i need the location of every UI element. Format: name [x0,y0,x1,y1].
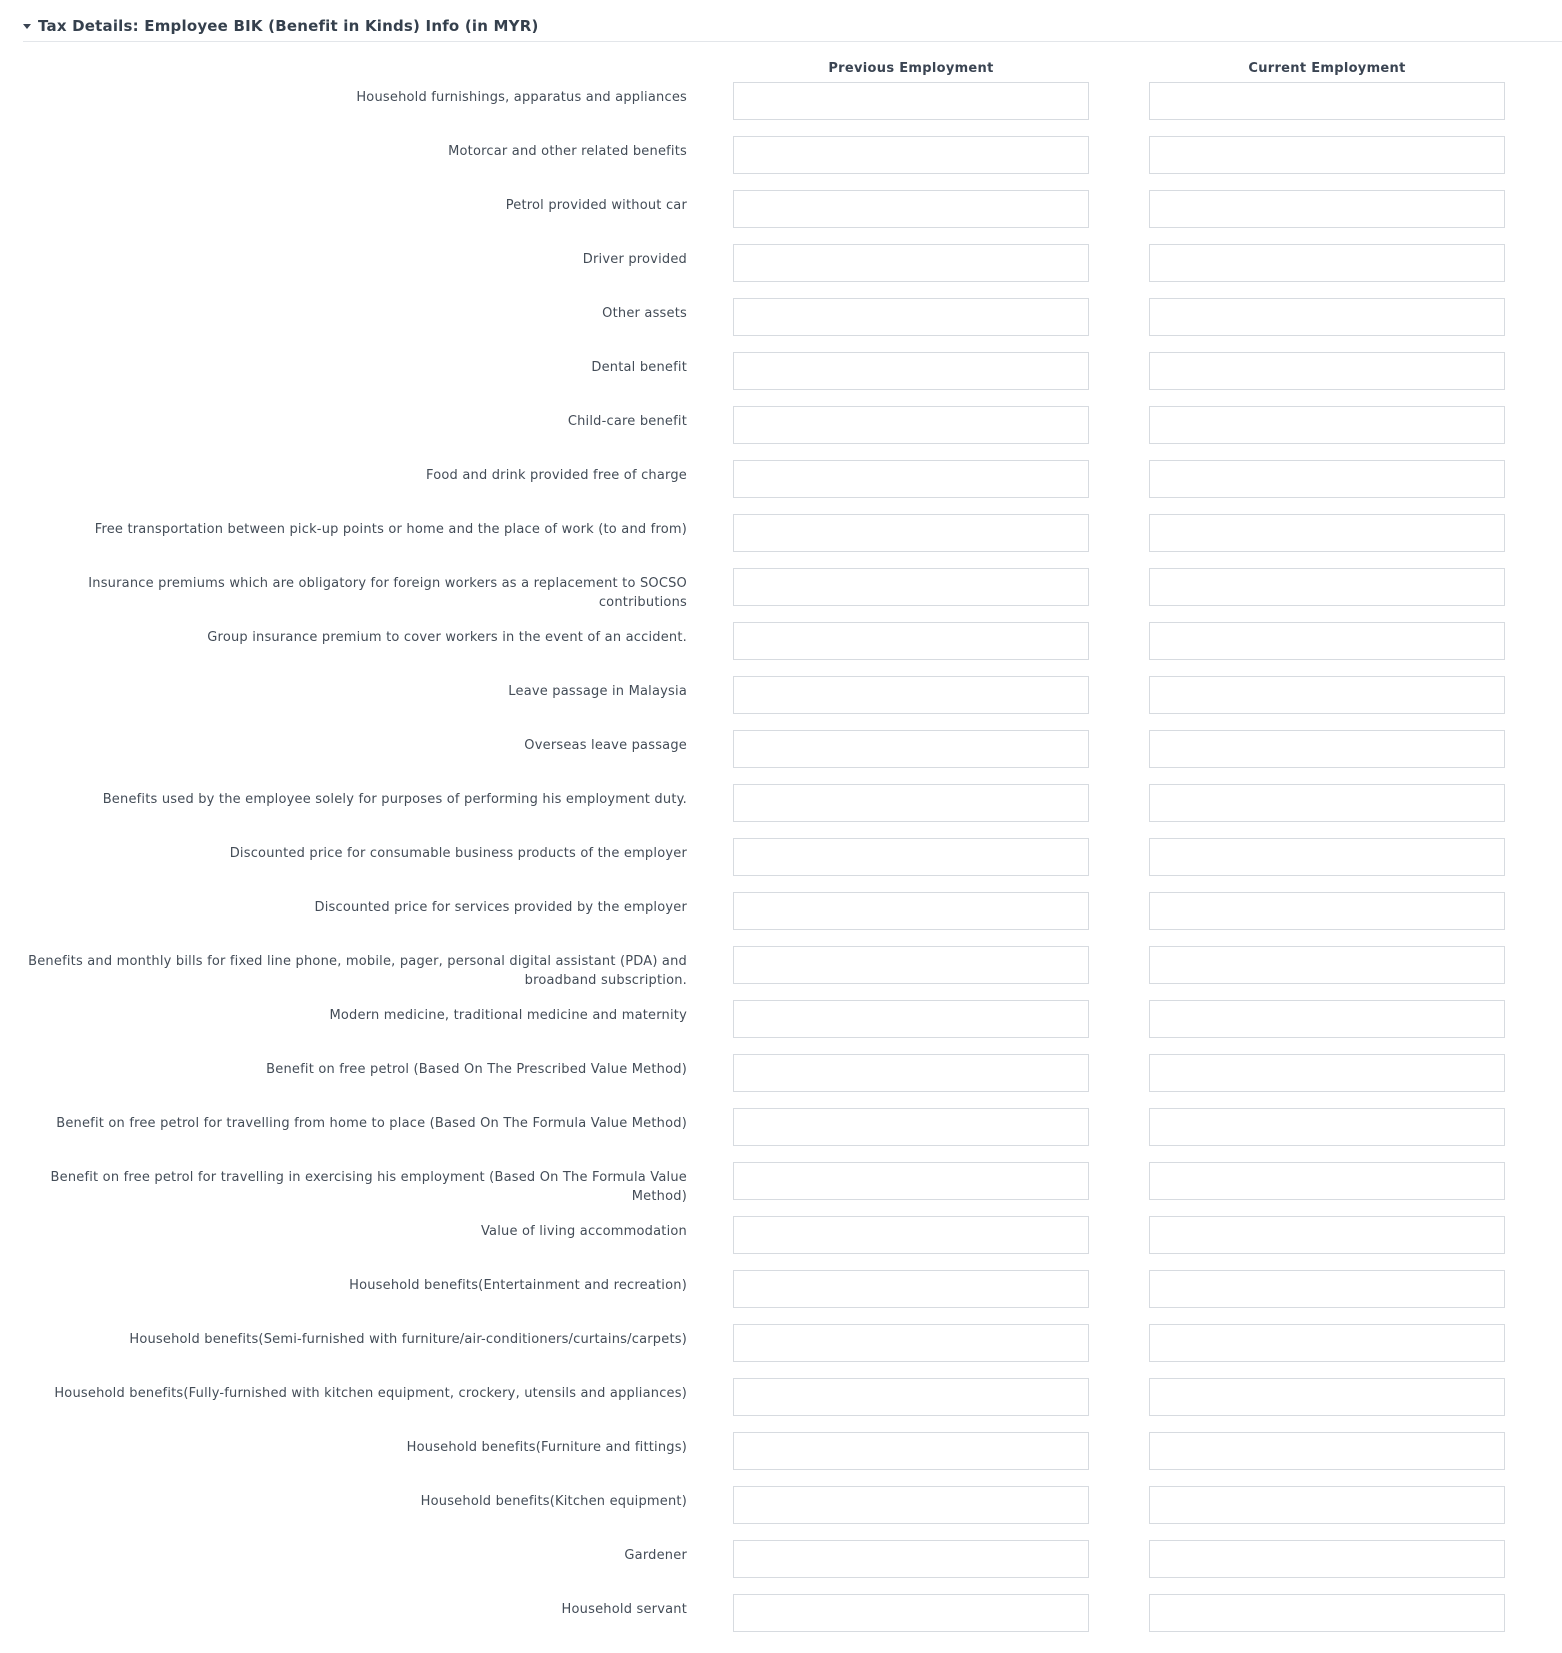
current-employment-input[interactable] [1149,1432,1505,1470]
current-employment-input[interactable] [1149,298,1505,336]
current-employment-input[interactable] [1149,1054,1505,1092]
form-row [0,1432,1562,1486]
current-employment-input[interactable] [1149,244,1505,282]
previous-employment-input[interactable] [733,82,1089,120]
form-row [0,298,1562,352]
previous-employment-input[interactable] [733,1054,1089,1092]
current-employment-input[interactable] [1149,838,1505,876]
form-row [0,1594,1562,1648]
previous-employment-input[interactable] [733,1486,1089,1524]
field-label: Household furnishings, apparatus and appliances [356,90,687,105]
current-employment-input[interactable] [1149,82,1505,120]
form-row [0,730,1562,784]
form-row [0,838,1562,892]
previous-employment-input[interactable] [733,1216,1089,1254]
form-row [0,1216,1562,1270]
previous-employment-input[interactable] [733,1000,1089,1038]
form-row [0,1270,1562,1324]
previous-employment-input[interactable] [733,784,1089,822]
field-label: Group insurance premium to cover workers in the event of an accident. [207,630,687,645]
form-row [0,622,1562,676]
current-employment-input[interactable] [1149,1324,1505,1362]
caret-down-icon[interactable] [23,24,31,29]
field-label: Household benefits(Entertainment and recreation) [349,1278,687,1293]
form-row [0,1108,1562,1162]
previous-employment-input[interactable] [733,1540,1089,1578]
form-row [0,1486,1562,1540]
previous-employment-input[interactable] [733,1432,1089,1470]
previous-employment-input[interactable] [733,838,1089,876]
current-employment-input[interactable] [1149,1108,1505,1146]
form-row [0,1324,1562,1378]
current-employment-input[interactable] [1149,1270,1505,1308]
field-label: Child-care benefit [567,414,687,429]
field-label: Household benefits(Semi-furnished with furniture/air-conditioners/curtains/carpets) [129,1332,687,1347]
form-row [0,82,1562,136]
form-row [0,1054,1562,1108]
field-label: Benefits and monthly bills for fixed line phone, mobile, pager, personal digital assistant (PDA) and broadband subscription. [28,954,687,988]
current-employment-input[interactable] [1149,730,1505,768]
section-header[interactable] [23,14,1562,42]
form-row [0,406,1562,460]
previous-employment-input[interactable] [733,892,1089,930]
current-employment-input[interactable] [1149,1216,1505,1254]
previous-employment-input[interactable] [733,460,1089,498]
previous-employment-input[interactable] [733,568,1089,606]
previous-employment-input[interactable] [733,1324,1089,1362]
form-row [0,460,1562,514]
previous-employment-input[interactable] [733,1108,1089,1146]
section-title: Tax Details: Employee BIK (Benefit in Kinds) Info (in MYR) [38,17,539,35]
previous-employment-input[interactable] [733,1594,1089,1632]
field-label: Household benefits(Fully-furnished with kitchen equipment, crockery, utensils and appliances) [54,1386,687,1401]
current-employment-input[interactable] [1149,514,1505,552]
previous-employment-input[interactable] [733,730,1089,768]
field-label: Household servant [561,1602,687,1617]
field-label: Value of living accommodation [480,1224,687,1239]
column-header-previous-employment: Previous Employment [828,61,994,76]
previous-employment-input[interactable] [733,946,1089,984]
previous-employment-input[interactable] [733,514,1089,552]
previous-employment-input[interactable] [733,1270,1089,1308]
field-label: Benefit on free petrol for travelling from home to place (Based On The Formula Value Method) [56,1116,687,1131]
current-employment-input[interactable] [1149,1594,1505,1632]
current-employment-input[interactable] [1149,1540,1505,1578]
field-label: Motorcar and other related benefits [448,144,687,159]
field-label: Household benefits(Furniture and fittings) [406,1440,687,1455]
form-row [0,784,1562,838]
field-label: Other assets [602,306,687,321]
form-row [0,1540,1562,1594]
current-employment-input[interactable] [1149,568,1505,606]
field-label: Discounted price for services provided by the employer [314,900,687,915]
field-label: Free transportation between pick-up points or home and the place of work (to and from) [94,522,687,537]
current-employment-input[interactable] [1149,406,1505,444]
form-row [0,352,1562,406]
current-employment-input[interactable] [1149,1486,1505,1524]
form-row [0,676,1562,730]
form-row [0,190,1562,244]
column-header-current-employment: Current Employment [1248,61,1406,76]
current-employment-input[interactable] [1149,676,1505,714]
field-label: Dental benefit [591,360,687,375]
form-row [0,1378,1562,1432]
previous-employment-input[interactable] [733,1162,1089,1200]
form-row [0,568,1562,622]
previous-employment-input[interactable] [733,352,1089,390]
field-label: Modern medicine, traditional medicine and maternity [329,1008,687,1023]
form-row [0,946,1562,1000]
field-label: Household benefits(Kitchen equipment) [420,1494,687,1509]
field-label: Benefit on free petrol (Based On The Prescribed Value Method) [266,1062,687,1077]
form-row [0,136,1562,190]
current-employment-input[interactable] [1149,1000,1505,1038]
field-label: Food and drink provided free of charge [426,468,687,483]
current-employment-input[interactable] [1149,136,1505,174]
previous-employment-input[interactable] [733,676,1089,714]
previous-employment-input[interactable] [733,1378,1089,1416]
form-row [0,892,1562,946]
current-employment-input[interactable] [1149,1162,1505,1200]
previous-employment-input[interactable] [733,298,1089,336]
form-row [0,1000,1562,1054]
current-employment-input[interactable] [1149,190,1505,228]
previous-employment-input[interactable] [733,622,1089,660]
form-row [0,514,1562,568]
previous-employment-input[interactable] [733,136,1089,174]
field-label: Benefits used by the employee solely for purposes of performing his employment duty. [102,792,687,807]
current-employment-input[interactable] [1149,1378,1505,1416]
field-label: Benefit on free petrol for travelling in exercising his employment (Based On The Formula Value Method) [50,1170,687,1204]
field-label: Overseas leave passage [524,738,687,753]
current-employment-input[interactable] [1149,460,1505,498]
current-employment-input[interactable] [1149,622,1505,660]
previous-employment-input[interactable] [733,406,1089,444]
previous-employment-input[interactable] [733,244,1089,282]
current-employment-input[interactable] [1149,946,1505,984]
field-label: Insurance premiums which are obligatory for foreign workers as a replacement to SOCSO contributions [88,576,687,610]
field-label: Petrol provided without car [505,198,687,213]
field-label: Gardener [624,1548,687,1563]
form-row [0,1162,1562,1216]
current-employment-input[interactable] [1149,784,1505,822]
previous-employment-input[interactable] [733,190,1089,228]
field-label: Driver provided [582,252,687,267]
field-label: Leave passage in Malaysia [508,684,687,699]
current-employment-input[interactable] [1149,352,1505,390]
field-label: Discounted price for consumable business products of the employer [229,846,687,861]
form-row [0,244,1562,298]
current-employment-input[interactable] [1149,892,1505,930]
